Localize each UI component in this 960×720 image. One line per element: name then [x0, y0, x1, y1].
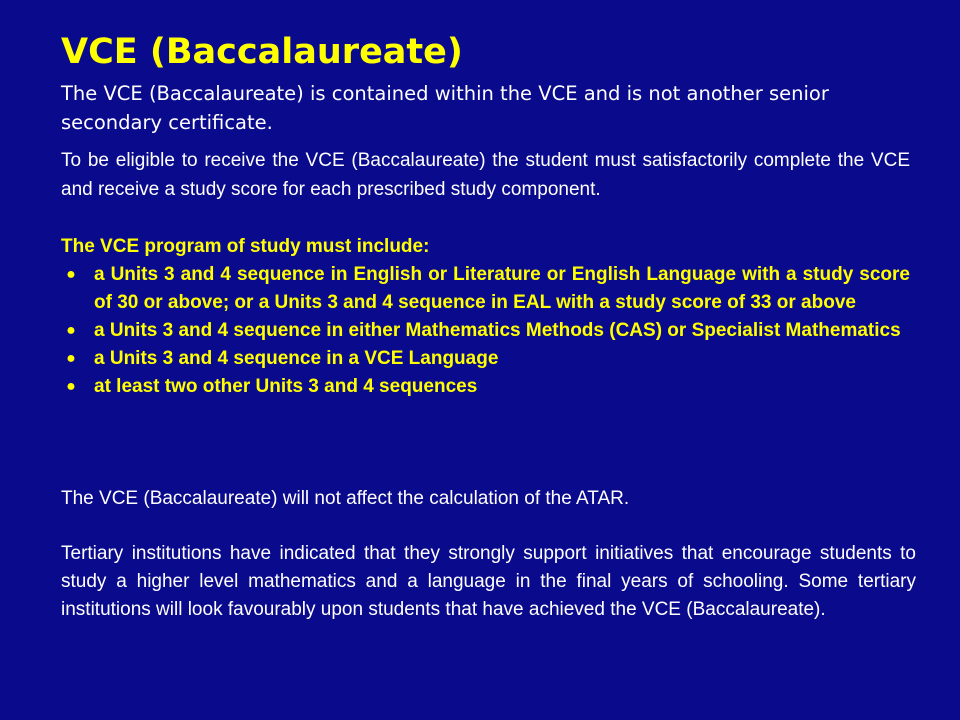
program-heading: The VCE program of study must include:: [61, 236, 430, 257]
requirement-text: a Units 3 and 4 sequence in either Mathematics Methods (CAS) or Specialist Mathematics: [94, 320, 901, 341]
bullet-dot-icon: ●: [66, 266, 76, 283]
requirement-text: a Units 3 and 4 sequence in English or Literature or English Language with a study score of 30 or above; or a Units 3 and 4 sequence in EAL with a study score of 33 or above: [94, 264, 910, 313]
tertiary-note: Tertiary institutions have indicated that they strongly support initiatives that encourage students to study a higher level mathematics and a language in the final years of schooling. Some tertiary institutions will look favourably upon students that have achieved the VCE (Baccalaureate).: [61, 543, 916, 620]
slide-title: VCE (Baccalaureate): [61, 32, 463, 72]
requirement-item: [61, 345, 910, 373]
bullet-dot-icon: ●: [66, 322, 76, 339]
bullet-dot-icon: ●: [66, 350, 76, 367]
eligibility-paragraph: To be eligible to receive the VCE (Baccalaureate) the student must satisfactorily complete the VCE and receive a study score for each prescribed study component.: [61, 150, 910, 200]
requirement-item: [61, 261, 910, 317]
requirement-item: [61, 317, 910, 345]
atar-note: The VCE (Baccalaureate) will not affect the calculation of the ATAR.: [61, 488, 630, 509]
intro-paragraph: The VCE (Baccalaureate) is contained within the VCE and is not another senior secondary certificate.: [61, 82, 829, 134]
requirement-item: [61, 373, 910, 401]
requirement-text: a Units 3 and 4 sequence in a VCE Language: [94, 348, 499, 369]
requirements-list: [61, 261, 910, 401]
bullet-dot-icon: ●: [66, 378, 76, 395]
requirement-text: at least two other Units 3 and 4 sequences: [94, 376, 478, 397]
